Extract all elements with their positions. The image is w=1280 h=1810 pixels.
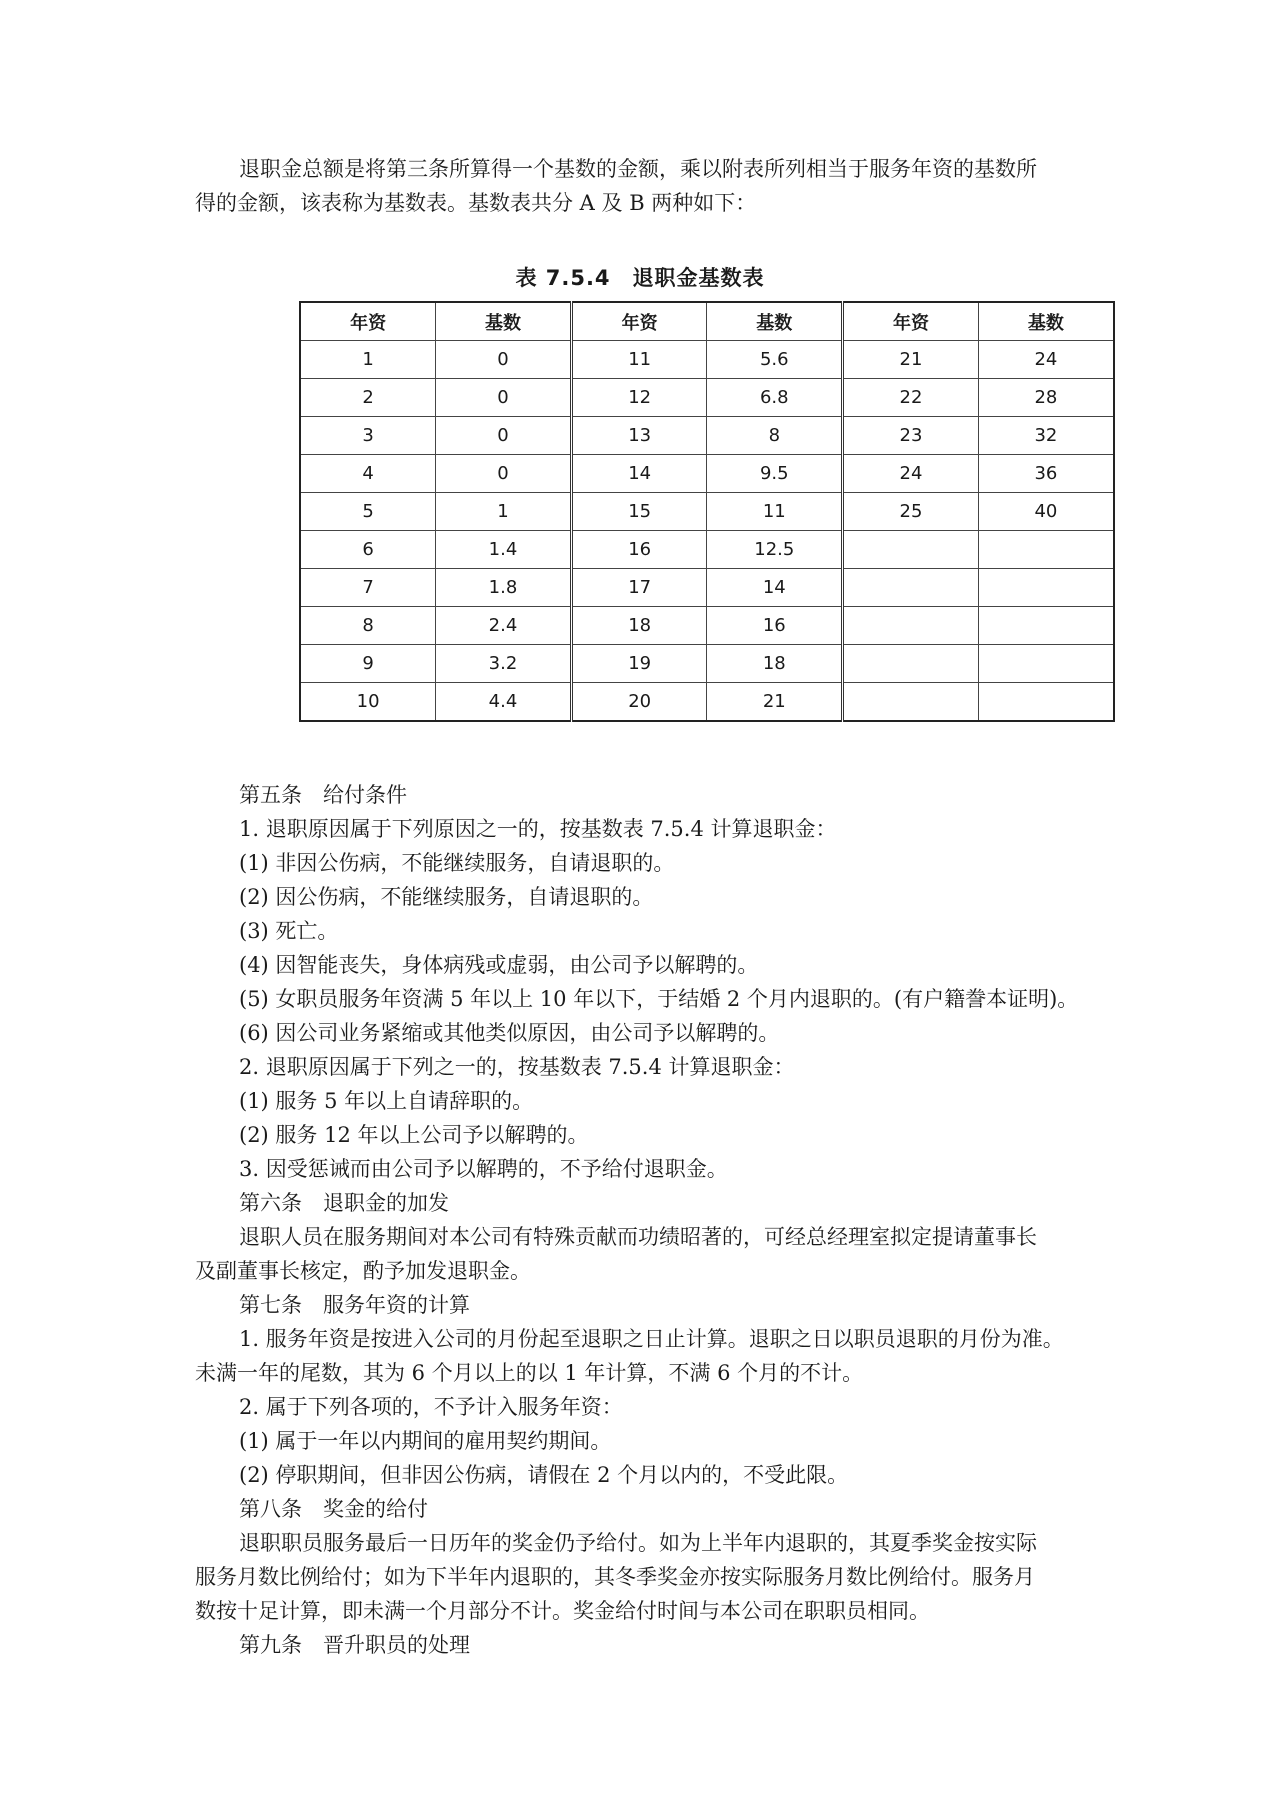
body-line: 数按十足计算，即未满一个月部分不计。奖金给付时间与本公司在职职员相同。 xyxy=(195,1599,930,1623)
base-cell: 12.5 xyxy=(707,531,843,569)
base-cell: 14 xyxy=(707,569,843,607)
header-years: 年资 xyxy=(571,302,707,341)
base-cell: 0 xyxy=(436,341,572,379)
years-cell xyxy=(843,531,979,569)
years-cell: 16 xyxy=(571,531,707,569)
header-years: 年资 xyxy=(843,302,979,341)
base-cell: 1.8 xyxy=(436,569,572,607)
body-line: 2. 属于下列各项的，不予计入服务年资： xyxy=(239,1395,623,1419)
body-line: (2) 因公伤病，不能继续服务，自请退职的。 xyxy=(239,885,654,909)
table-row xyxy=(300,531,1114,569)
years-cell: 1 xyxy=(300,341,436,379)
years-cell: 18 xyxy=(571,607,707,645)
table-row xyxy=(300,645,1114,683)
base-cell: 0 xyxy=(436,455,572,493)
years-cell: 19 xyxy=(571,645,707,683)
years-cell: 12 xyxy=(571,379,707,417)
years-cell: 4 xyxy=(300,455,436,493)
base-cell: 18 xyxy=(707,645,843,683)
years-cell: 10 xyxy=(300,683,436,722)
table-row xyxy=(300,607,1114,645)
years-cell: 3 xyxy=(300,417,436,455)
table-header-row xyxy=(300,302,1114,341)
base-cell: 28 xyxy=(978,379,1114,417)
years-cell: 14 xyxy=(571,455,707,493)
base-cell: 1 xyxy=(436,493,572,531)
base-cell: 40 xyxy=(978,493,1114,531)
base-table xyxy=(299,301,1115,722)
body-line: (1) 属于一年以内期间的雇用契约期间。 xyxy=(239,1429,612,1453)
years-cell xyxy=(843,645,979,683)
years-cell: 6 xyxy=(300,531,436,569)
years-cell: 17 xyxy=(571,569,707,607)
base-cell: 0 xyxy=(436,417,572,455)
years-cell: 15 xyxy=(571,493,707,531)
table-row xyxy=(300,379,1114,417)
base-cell: 36 xyxy=(978,455,1114,493)
base-cell: 16 xyxy=(707,607,843,645)
base-cell xyxy=(978,531,1114,569)
base-cell xyxy=(978,645,1114,683)
body-line: 3. 因受惩诫而由公司予以解聘的，不予给付退职金。 xyxy=(239,1157,728,1181)
base-cell: 21 xyxy=(707,683,843,722)
table-row xyxy=(300,493,1114,531)
header-base: 基数 xyxy=(707,302,843,341)
base-cell: 2.4 xyxy=(436,607,572,645)
base-cell: 4.4 xyxy=(436,683,572,722)
intro-line-2: 得的金额，该表称为基数表。基数表共分 A 及 B 两种如下： xyxy=(195,191,757,215)
years-cell: 25 xyxy=(843,493,979,531)
article-9-heading: 第九条 晋升职员的处理 xyxy=(239,1633,470,1657)
body-line: 2. 退职原因属于下列之一的，按基数表 7.5.4 计算退职金： xyxy=(239,1055,795,1079)
base-cell: 8 xyxy=(707,417,843,455)
table-row xyxy=(300,341,1114,379)
years-cell: 22 xyxy=(843,379,979,417)
body-line: 退职职员服务最后一日历年的奖金仍予给付。如为上半年内退职的，其夏季奖金按实际 xyxy=(239,1531,1037,1555)
body-line: 退职人员在服务期间对本公司有特殊贡献而功绩昭著的，可经总经理室拟定提请董事长 xyxy=(239,1225,1037,1249)
years-cell: 20 xyxy=(571,683,707,722)
base-cell: 32 xyxy=(978,417,1114,455)
table-title: 表 7.5.4 退职金基数表 xyxy=(515,266,765,290)
body-line: (2) 停职期间，但非因公伤病，请假在 2 个月以内的，不受此限。 xyxy=(239,1463,849,1487)
body-line: (6) 因公司业务紧缩或其他类似原因，由公司予以解聘的。 xyxy=(239,1021,780,1045)
body-line: 1. 服务年资是按进入公司的月份起至退职之日止计算。退职之日以职员退职的月份为准。 xyxy=(239,1327,1064,1351)
body-line: (1) 非因公伤病，不能继续服务，自请退职的。 xyxy=(239,851,675,875)
header-base: 基数 xyxy=(978,302,1114,341)
body-line: (5) 女职员服务年资满 5 年以上 10 年以下，于结婚 2 个月内退职的。(有户籍誊本证明)。 xyxy=(239,987,1079,1011)
article-8-heading: 第八条 奖金的给付 xyxy=(239,1497,428,1521)
base-cell: 24 xyxy=(978,341,1114,379)
years-cell xyxy=(843,569,979,607)
table-row xyxy=(300,683,1114,722)
base-cell xyxy=(978,607,1114,645)
years-cell: 23 xyxy=(843,417,979,455)
article-7-heading: 第七条 服务年资的计算 xyxy=(239,1293,470,1317)
intro-line-1: 退职金总额是将第三条所算得一个基数的金额，乘以附表所列相当于服务年资的基数所 xyxy=(239,157,1037,181)
base-cell: 11 xyxy=(707,493,843,531)
years-cell: 7 xyxy=(300,569,436,607)
body-line: 及副董事长核定，酌予加发退职金。 xyxy=(195,1259,531,1283)
body-line: 未满一年的尾数，其为 6 个月以上的以 1 年计算，不满 6 个月的不计。 xyxy=(195,1361,864,1385)
base-cell: 6.8 xyxy=(707,379,843,417)
body-line: (2) 服务 12 年以上公司予以解聘的。 xyxy=(239,1123,589,1147)
years-cell: 8 xyxy=(300,607,436,645)
years-cell: 9 xyxy=(300,645,436,683)
base-cell xyxy=(978,683,1114,722)
base-cell: 0 xyxy=(436,379,572,417)
header-base: 基数 xyxy=(436,302,572,341)
body-line: (3) 死亡。 xyxy=(239,919,339,943)
article-5-heading: 第五条 给付条件 xyxy=(239,783,407,807)
years-cell: 21 xyxy=(843,341,979,379)
years-cell: 2 xyxy=(300,379,436,417)
base-cell xyxy=(978,569,1114,607)
body-line: 1. 退职原因属于下列原因之一的，按基数表 7.5.4 计算退职金： xyxy=(239,817,837,841)
table-row xyxy=(300,455,1114,493)
body-line: 服务月数比例给付；如为下半年内退职的，其冬季奖金亦按实际服务月数比例给付。服务月 xyxy=(195,1565,1035,1589)
header-years: 年资 xyxy=(300,302,436,341)
years-cell xyxy=(843,607,979,645)
years-cell: 13 xyxy=(571,417,707,455)
base-cell: 5.6 xyxy=(707,341,843,379)
table-row xyxy=(300,417,1114,455)
article-6-heading: 第六条 退职金的加发 xyxy=(239,1191,449,1215)
years-cell: 11 xyxy=(571,341,707,379)
base-cell: 9.5 xyxy=(707,455,843,493)
table-row xyxy=(300,569,1114,607)
years-cell xyxy=(843,683,979,722)
base-cell: 1.4 xyxy=(436,531,572,569)
base-cell: 3.2 xyxy=(436,645,572,683)
years-cell: 24 xyxy=(843,455,979,493)
body-line: (1) 服务 5 年以上自请辞职的。 xyxy=(239,1089,534,1113)
body-line: (4) 因智能丧失，身体病残或虚弱，由公司予以解聘的。 xyxy=(239,953,759,977)
years-cell: 5 xyxy=(300,493,436,531)
